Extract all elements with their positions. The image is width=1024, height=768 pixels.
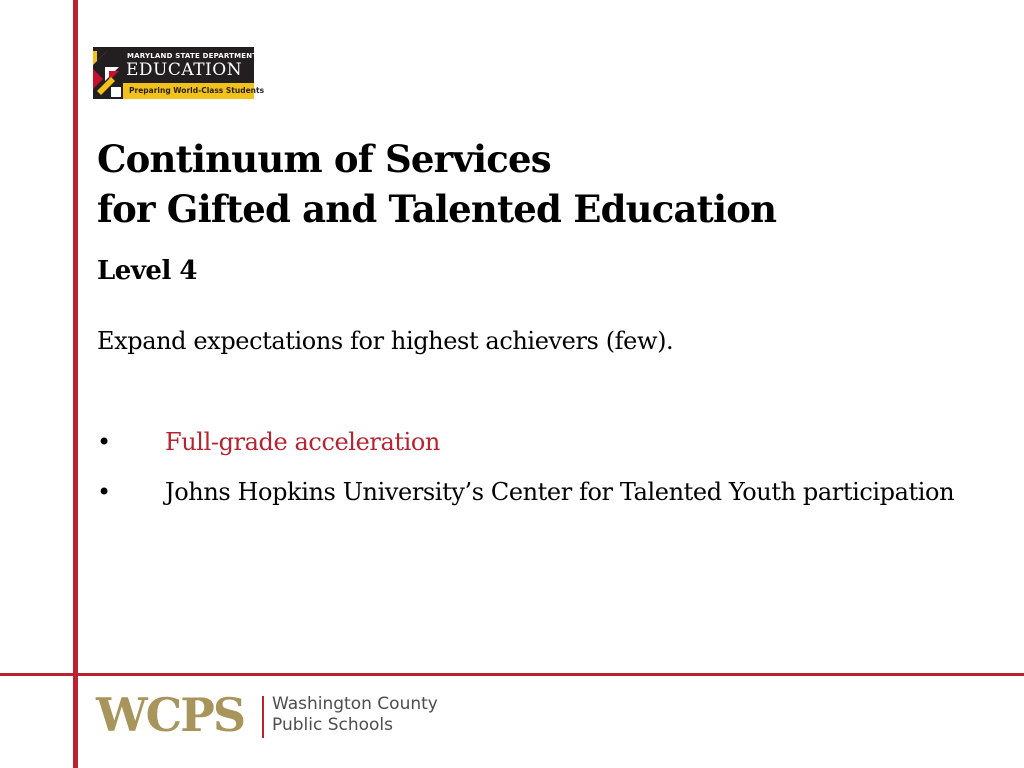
bullet-marker: • xyxy=(97,428,111,456)
slide-title-line-2: for Gifted and Talented Education xyxy=(97,187,777,231)
wcps-name xyxy=(272,694,438,736)
vertical-red-rule xyxy=(73,0,78,768)
wcps-divider xyxy=(262,696,264,738)
msde-logo xyxy=(93,47,272,99)
wcps-mark: WCPS xyxy=(96,688,245,742)
bullet-marker: • xyxy=(97,478,111,506)
slide-title-line-1: Continuum of Services xyxy=(97,137,551,181)
lead-paragraph: Expand expectations for highest achievers (few). xyxy=(97,327,674,355)
bullet-list xyxy=(97,424,977,524)
wcps-name-line-1: Washington County xyxy=(272,694,438,714)
bullet-text: Johns Hopkins University’s Center for Talented Youth participation xyxy=(165,478,955,506)
list-item xyxy=(97,424,977,460)
msde-main-text: EDUCATION xyxy=(126,60,243,80)
bullet-text: Full-grade acceleration xyxy=(165,428,440,456)
wcps-logo xyxy=(96,688,438,742)
wcps-name-line-2: Public Schools xyxy=(272,715,394,735)
maryland-flag-icon xyxy=(93,47,123,99)
msde-tagline: Preparing World-Class Students xyxy=(129,86,265,95)
list-item xyxy=(97,474,977,510)
slide-subtitle: Level 4 xyxy=(97,256,197,286)
horizontal-red-rule xyxy=(0,673,1024,676)
msde-top-text: MARYLAND STATE DEPARTMENT OF xyxy=(127,52,272,60)
slide-title xyxy=(97,134,776,234)
